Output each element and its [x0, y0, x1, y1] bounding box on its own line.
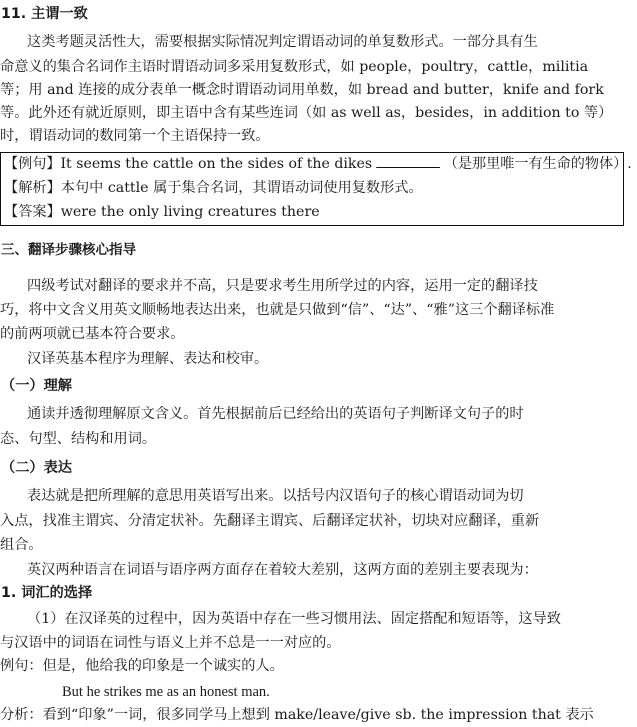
- section-3-title: 三、翻译步骤核心指导: [1, 242, 136, 258]
- example-sentence-prefix: 【例句】It seems the cattle on the sides of the dikes: [4, 156, 373, 172]
- s3-paragraph-6-line-1: （1）在汉译英的过程中，因为英语中存在一些习惯用法、固定搭配和短语等，这导致: [27, 611, 561, 627]
- s3-paragraph-1-line-2: 巧，将中文含义用英文顺畅地表达出来，也就是只做到“信”、“达”、“雅”这三个翻译标准: [0, 302, 555, 318]
- subheading-understanding: （一）理解: [1, 378, 72, 394]
- s3-paragraph-6-line-2: 与汉语中的词语在词性与语义上并不总是一一对应的。: [0, 635, 341, 651]
- s3-paragraph-4-line-2: 入点，找准主谓宾、分清定状补。先翻译主谓宾、后翻译定状补，切块对应翻译，重新: [0, 513, 540, 529]
- s3-paragraph-2: 汉译英基本程序为理解、表达和校审。: [27, 351, 269, 367]
- example-2-translation: But he strikes me as an honest man.: [62, 684, 270, 700]
- s3-paragraph-1-line-3: 的前两项就已基本符合要求。: [0, 326, 185, 342]
- example-2-sentence: 例句：但是，他给我的印象是一个诚实的人。: [0, 658, 284, 674]
- s3-paragraph-4-line-1: 表达就是把所理解的意思用英语写出来。以括号内汉语句子的核心谓语动词为切: [27, 488, 524, 504]
- example-box: [0, 152, 632, 226]
- example-analysis: 【解析】本句中 cattle 属于集合名词，其谓语动词使用复数形式。: [4, 180, 423, 196]
- analysis-2: 分析：看到“印象”一词，很多同学马上想到 make/leave/give sb. the impression that 表示: [0, 707, 594, 723]
- s3-paragraph-5: 英汉两种语言在词语与语序两方面存在着较大差别，这两方面的差别主要表现为：: [27, 562, 538, 578]
- example-answer: 【答案】were the only living creatures there: [4, 204, 320, 220]
- answer-blank: [376, 155, 440, 168]
- subheading-expression: （二）表达: [1, 460, 72, 476]
- s11-paragraph-line-4: 等。此外还有就近原则，即主语中含有某些连词（如 as well as，besides，in addition to 等）: [0, 105, 613, 121]
- s11-paragraph-line-1: 这类考题灵活性大，需要根据实际情况判定谓语动词的单复数形式。一部分具有生: [27, 34, 538, 50]
- section-11-title: 11. 主谓一致: [1, 6, 88, 22]
- s3-paragraph-3-line-2: 态、句型、结构和用词。: [0, 431, 157, 447]
- example-sentence: [4, 154, 632, 174]
- s11-paragraph-line-2: 命意义的集合名词作主语时谓语动词多采用复数形式，如 people，poultry，cattle，militia: [0, 59, 589, 75]
- subsection-vocabulary-choice: 1. 词汇的选择: [1, 585, 93, 601]
- example-sentence-suffix: （是那里唯一有生命的物体）.: [443, 156, 632, 172]
- s3-paragraph-4-line-3: 组合。: [0, 537, 43, 553]
- s3-paragraph-1-line-1: 四级考试对翻译的要求并不高，只是要求考生用所学过的内容，运用一定的翻译技: [27, 278, 538, 294]
- s11-paragraph-line-3: 等；用 and 连接的成分表单一概念时谓语动词用单数，如 bread and butter，knife and fork: [0, 82, 604, 98]
- s3-paragraph-3-line-1: 通读并透彻理解原文含义。首先根据前后已经给出的英语句子判断译文句子的时: [27, 406, 524, 422]
- s11-paragraph-line-5: 时，谓语动词的数同第一个主语保持一致。: [0, 128, 270, 144]
